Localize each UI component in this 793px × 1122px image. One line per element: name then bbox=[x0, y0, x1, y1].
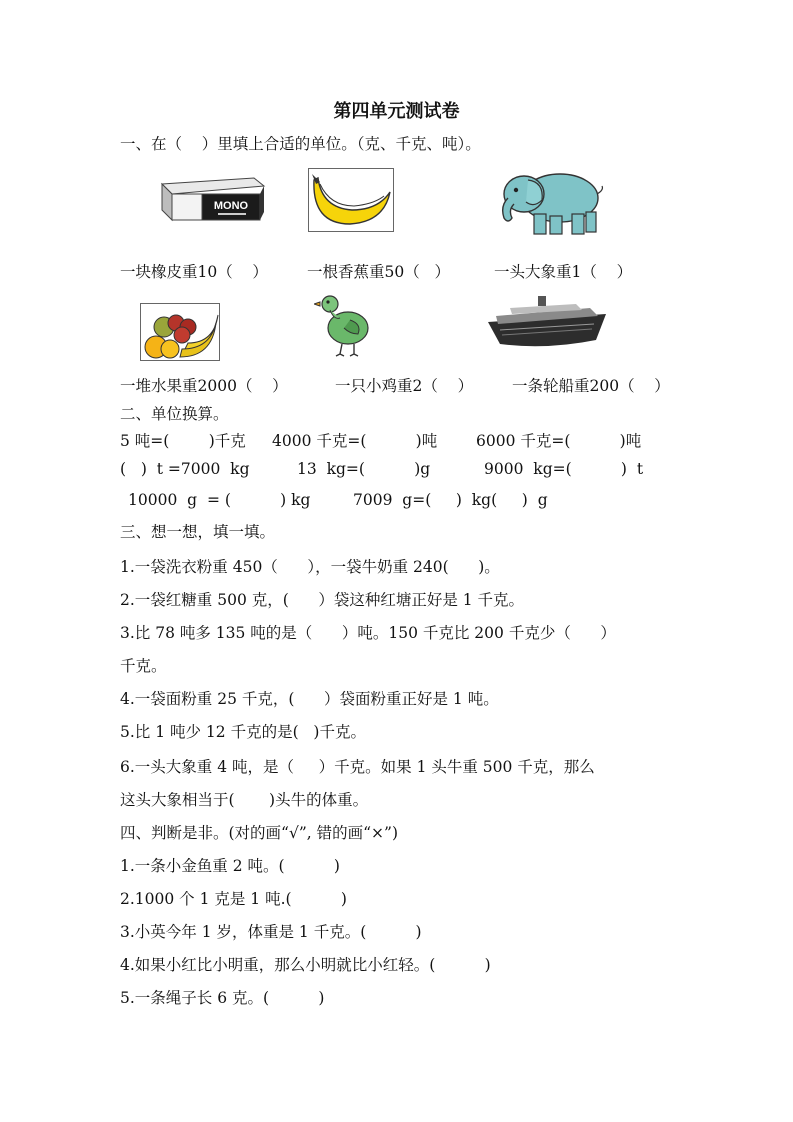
fruit-image bbox=[140, 303, 220, 361]
q1-chick: 一只小鸡重2（ ） bbox=[335, 377, 474, 395]
conv-1a: 5 吨=( )千克 bbox=[120, 432, 246, 450]
s4-item: 5.一条绳子长 6 克。( ) bbox=[120, 989, 325, 1007]
q1-banana: 一根香蕉重50（ ） bbox=[307, 263, 451, 281]
ship-image bbox=[486, 294, 608, 354]
q1-eraser: 一块橡皮重10（ ） bbox=[120, 263, 268, 281]
s3-item: 2.一袋红糖重 500 克，( ）袋这种红塘正好是 1 千克。 bbox=[120, 591, 525, 609]
s3-item: 1.一袋洗衣粉重 450（ ），一袋牛奶重 240( )。 bbox=[120, 558, 500, 576]
s4-item: 3.小英今年 1 岁，体重是 1 千克。( ) bbox=[120, 923, 422, 941]
s3-item: 3.比 78 吨多 135 吨的是（ ）吨。150 千克比 200 千克少（ ） bbox=[120, 624, 616, 642]
s3-item: 5.比 1 吨少 12 千克的是( )千克。 bbox=[120, 723, 366, 741]
s3-item-continued: 千克。 bbox=[120, 657, 167, 675]
conv-2c: 9000 kg=( ) t bbox=[484, 460, 644, 478]
s4-item: 2.1000 个 1 克是 1 吨.( ) bbox=[120, 890, 347, 908]
elephant-image bbox=[498, 166, 608, 240]
s4-item: 1.一条小金鱼重 2 吨。( ) bbox=[120, 857, 340, 875]
q1-ship: 一条轮船重200（ ） bbox=[512, 377, 670, 395]
conv-1b: 4000 千克=( )吨 bbox=[272, 432, 438, 450]
s3-item-continued: 这头大象相当于( )头牛的体重。 bbox=[120, 791, 369, 809]
s4-item: 4.如果小红比小明重，那么小明就比小红轻。( ) bbox=[120, 956, 491, 974]
conv-2a: ( ) t =7000 kg bbox=[120, 460, 250, 478]
s3-item: 4.一袋面粉重 25 千克，( ）袋面粉重正好是 1 吨。 bbox=[120, 690, 499, 708]
conv-3b: 7009 g=( ) kg( ) g bbox=[353, 491, 548, 509]
eraser-brand: MONO bbox=[213, 200, 249, 212]
section4-heading: 四、判断是非。(对的画“√”, 错的画“×”) bbox=[120, 824, 399, 842]
banana-image bbox=[308, 168, 394, 232]
section3-heading: 三、想一想，填一填。 bbox=[120, 523, 276, 541]
conv-2b: 13 kg=( )g bbox=[297, 460, 431, 478]
conv-3a: 10000 g = ( ) kg bbox=[128, 491, 311, 509]
page-title: 第四单元测试卷 bbox=[333, 101, 460, 122]
section1-heading: 一、在（ ）里填上合适的单位。（克、千克、吨）。 bbox=[120, 135, 481, 153]
q1-fruit: 一堆水果重2000（ ） bbox=[120, 377, 288, 395]
q1-elephant: 一头大象重1（ ） bbox=[494, 263, 633, 281]
section2-heading: 二、单位换算。 bbox=[120, 405, 229, 423]
s3-item: 6.一头大象重 4 吨，是（ ）千克。如果 1 头牛重 500 千克，那么 bbox=[120, 758, 595, 776]
chick-image bbox=[314, 290, 374, 358]
conv-1c: 6000 千克=( )吨 bbox=[476, 432, 642, 450]
eraser-image bbox=[158, 176, 266, 224]
